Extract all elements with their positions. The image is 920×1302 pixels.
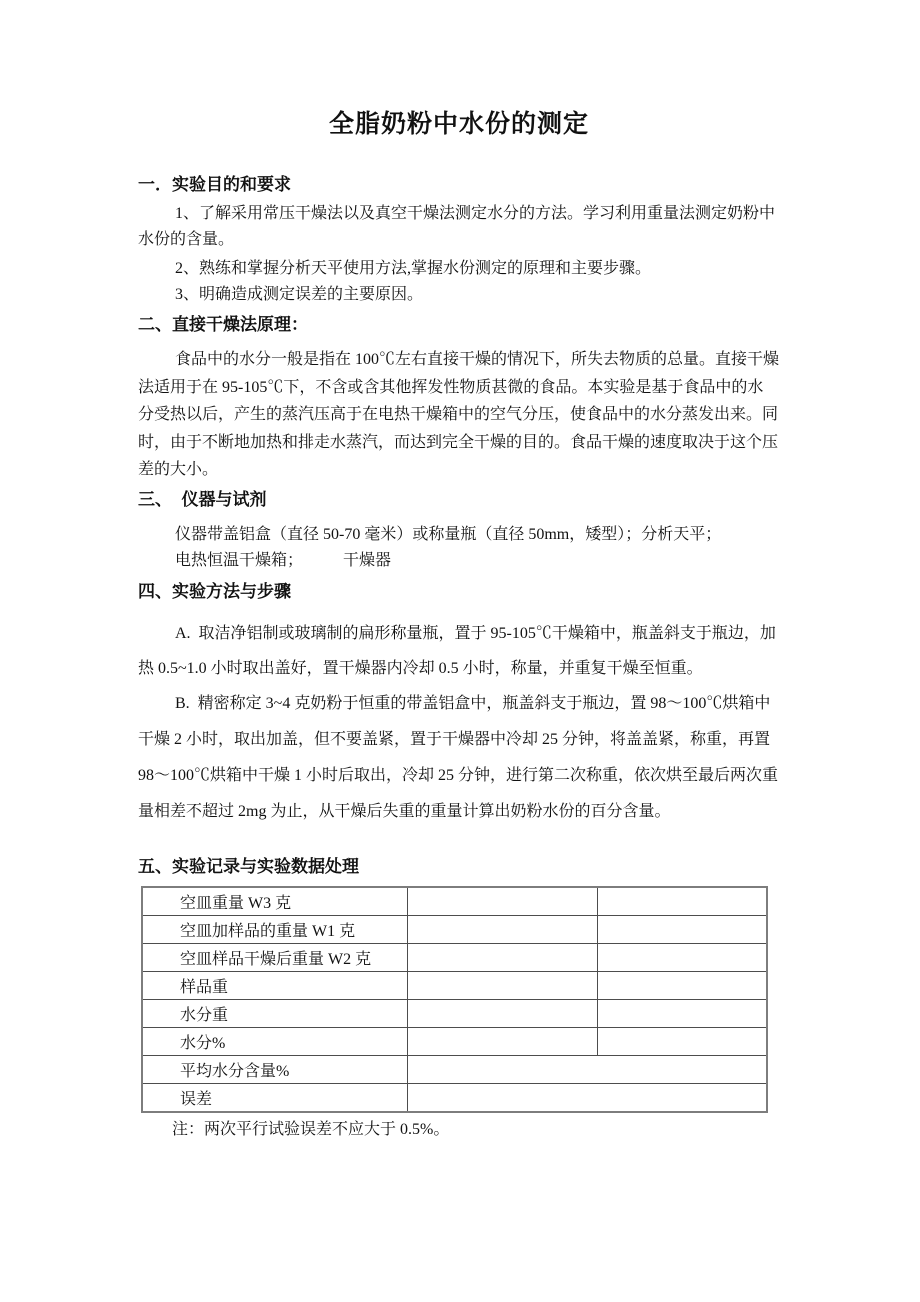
row-label: 空皿重量 W3 克 xyxy=(142,887,407,916)
paragraph-step-b xyxy=(138,686,780,830)
paragraph-line: 2、熟练和掌握分析天平使用方法,掌握水份测定的原理和主要步骤。 xyxy=(175,260,652,277)
table-footnote xyxy=(172,1117,780,1143)
value-cell xyxy=(597,1000,767,1028)
table-row xyxy=(142,887,767,916)
row-label: 空皿加样品的重量 W1 克 xyxy=(142,916,407,944)
paragraph-line: 1、了解采用常压干燥法以及真空干燥法测定水分的方法。学习利用重量法测定奶粉中 xyxy=(175,205,776,222)
paragraph-line: 时，由于不断地加热和排走水蒸汽，而达到完全干燥的目的。食品干燥的速度取决于这个压 xyxy=(138,433,779,451)
table-row xyxy=(142,916,767,944)
paragraph-line: 干燥 2 小时，取出加盖，但不要盖紧，置于干燥器中冷却 25 分钟，将盖盖紧，称重，再置 xyxy=(138,731,771,748)
value-cell xyxy=(407,944,597,972)
value-cell xyxy=(407,887,597,916)
section-heading-1: 一．实验目的和要求 xyxy=(138,175,291,194)
paragraph-line: 仪器带盖铝盒（直径 50-70 毫米）或称量瓶（直径 50mm，矮型）；分析天平； xyxy=(175,526,722,543)
value-cell xyxy=(407,1000,597,1028)
table-row xyxy=(142,1056,767,1084)
value-cell xyxy=(597,944,767,972)
paragraph-objective-2 xyxy=(138,256,780,282)
table-row xyxy=(142,1000,767,1028)
value-cell xyxy=(407,916,597,944)
paragraph-step-a xyxy=(138,616,780,686)
row-label: 水分重 xyxy=(142,1000,407,1028)
value-cell-merged xyxy=(407,1056,767,1084)
paragraph-line: A. 取洁净铝制或玻璃制的扁形称量瓶，置于 95-105℃干燥箱中，瓶盖斜支于瓶边，加 xyxy=(175,625,776,642)
paragraph-line: B. 精密称定 3~4 克奶粉于恒重的带盖铝盒中，瓶盖斜支于瓶边，置 98～100℃烘箱中 xyxy=(175,695,771,712)
paragraph-line: 量相差不超过 2mg 为止，从干燥后失重的重量计算出奶粉水份的百分含量。 xyxy=(138,803,671,820)
row-label: 误差 xyxy=(142,1084,407,1113)
paragraph-line: 98～100℃烘箱中干燥 1 小时后取出，冷却 25 分钟，进行第二次称重，依次烘至最后两次重 xyxy=(138,767,779,784)
paragraph-line: 分受热以后，产生的蒸汽压高于在电热干燥箱中的空气分压，使食品中的水分蒸发出来。同 xyxy=(138,406,779,423)
table-row xyxy=(142,1084,767,1113)
paragraph-line: 热 0.5~1.0 小时取出盖好，置干燥器内冷却 0.5 小时，称量，并重复干燥至恒重。 xyxy=(138,660,703,677)
value-cell xyxy=(597,887,767,916)
value-cell xyxy=(597,972,767,1000)
paragraph-objective-1 xyxy=(138,201,780,253)
section-heading-3: 三、 仪器与试剂 xyxy=(138,490,267,509)
value-cell xyxy=(597,1028,767,1056)
table-row xyxy=(142,972,767,1000)
paragraph-principle xyxy=(138,346,780,484)
paragraph-line: 食品中的水分一般是指在 100℃左右直接干燥的情况下，所失去物质的总量。直接干燥 xyxy=(175,351,780,368)
section-heading-2: 二、直接干燥法原理： xyxy=(138,315,308,334)
row-label: 水分% xyxy=(142,1028,407,1056)
value-cell xyxy=(597,916,767,944)
paragraph-line: 差的大小。 xyxy=(138,461,219,478)
section-heading-5: 五、实验记录与实验数据处理 xyxy=(138,857,359,876)
section-heading-4: 四、实验方法与步骤 xyxy=(138,582,291,601)
paragraph-objective-3 xyxy=(138,282,780,308)
paragraph-instruments xyxy=(138,522,780,574)
value-cell xyxy=(407,1028,597,1056)
page-title: 全脂奶粉中水份的测定 xyxy=(328,110,589,138)
experiment-record-table xyxy=(141,886,768,1113)
table-row xyxy=(142,944,767,972)
footnote-line: 注：两次平行试验误差不应大于 0.5%。 xyxy=(172,1121,450,1138)
table-row xyxy=(142,1028,767,1056)
row-label: 平均水分含量% xyxy=(142,1056,407,1084)
value-cell-merged xyxy=(407,1084,767,1113)
value-cell xyxy=(407,972,597,1000)
row-label: 样品重 xyxy=(142,972,407,1000)
paragraph-line: 法适用于在 95-105℃下，不含或含其他挥发性物质甚微的食品。本实验是基于食品中的水 xyxy=(138,378,764,396)
row-label: 空皿样品干燥后重量 W2 克 xyxy=(142,944,407,972)
paragraph-line: 3、明确造成测定误差的主要原因。 xyxy=(175,286,424,303)
paragraph-line: 水份的含量。 xyxy=(138,231,235,248)
paragraph-line: 电热恒温干燥箱； 干燥器 xyxy=(175,552,392,569)
